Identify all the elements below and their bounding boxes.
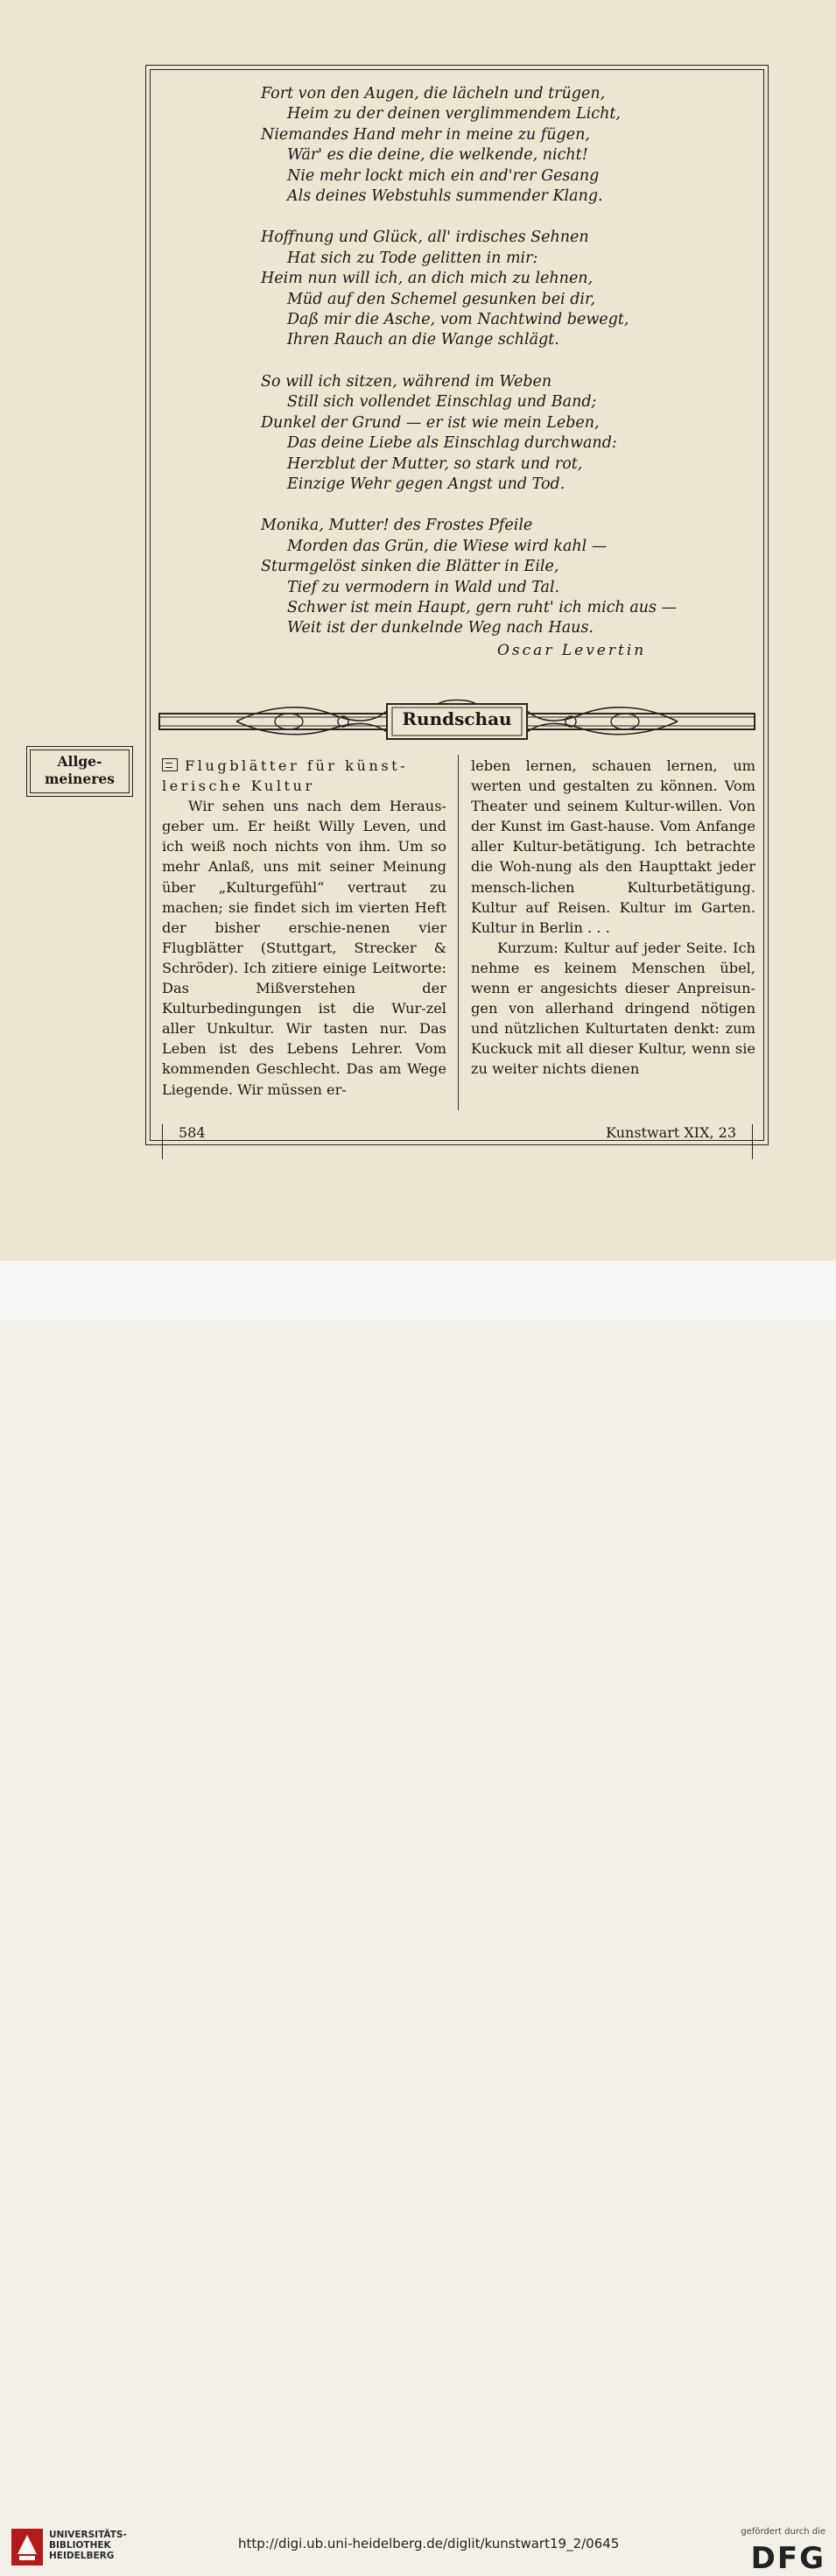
dfg-logo[interactable]: DFG — [750, 2541, 825, 2576]
poem-line: Still sich vollendet Einschlag und Band; — [287, 393, 597, 412]
margin-label-line: Allge- — [57, 753, 102, 770]
scanned-page — [0, 0, 836, 1261]
university-seal-icon[interactable] — [11, 2528, 44, 2566]
poem-line: Tief zu vermodern in Wald und Tal. — [287, 578, 560, 596]
poem-stanza-3 — [261, 372, 672, 495]
poem-line: Herzblut der Mutter, so stark und rot, — [287, 454, 583, 473]
funding-caption: gefördert durch die — [741, 2527, 825, 2537]
poem-line: Müd auf den Schemel gesunken bei dir, — [287, 290, 596, 308]
book-icon — [162, 758, 178, 771]
article-heading-part: lerische Kultur — [162, 778, 315, 795]
poem-line: Nie mehr lockt mich ein and'rer Gesang — [287, 166, 600, 185]
poem-stanza-1 — [261, 84, 672, 207]
poem-line: Niemandes Hand mehr in meine zu fügen, — [261, 125, 590, 144]
poem-line: Ihren Rauch an die Wange schlägt. — [287, 331, 559, 349]
article-heading — [162, 756, 446, 796]
column-divider — [458, 755, 459, 1110]
permalink-url[interactable]: http://digi.ub.uni-heidelberg.de/diglit/kunstwart19_2/0645 — [238, 2536, 620, 2551]
poem-line: Dunkel der Grund — er ist wie mein Leben, — [261, 413, 600, 432]
page-number: 584 — [179, 1124, 206, 1141]
poem-line: Das deine Liebe als Einschlag durchwand: — [287, 434, 617, 453]
poem-line: Schwer ist mein Haupt, gern ruht' ich mich aus — — [287, 598, 678, 616]
poem-line: So will ich sitzen, während im Weben — [261, 372, 552, 391]
page-footer — [162, 1124, 753, 1159]
poem-line: Morden das Grün, die Wiese wird kahl — — [287, 537, 608, 555]
article-column-right — [471, 756, 755, 1080]
institution-line: UNIVERSITÄTS- — [49, 2530, 127, 2540]
poem-line: Hat sich zu Tode gelitten in mir: — [287, 249, 538, 267]
institution-line: HEIDELBERG — [49, 2551, 115, 2561]
margin-label-line: meineres — [44, 771, 116, 787]
poem-line: Hoffnung und Glück, all' irdisches Sehnen — [261, 229, 589, 247]
poem-line: Wär' es die deine, die welkende, nicht! — [287, 146, 588, 165]
article-paragraph: Kurzum: Kultur auf jeder Seite. Ich nehme es keinem Menschen übel, wenn er angesichts dieser Anpreisun-gen von allerhand dringend nötigen und nützlichen Kulturtaten denkt: zum Kuckuck mit all dieser Kultur, wenn sie zu weiter nichts dienen — [471, 939, 755, 1078]
poem-stanza-2 — [261, 228, 672, 350]
poem-line: Einzige Wehr gegen Angst und Tod. — [287, 475, 566, 493]
viewer-footer-bar — [0, 1261, 836, 2576]
poem-stanza-4 — [261, 516, 678, 638]
poem-line: Monika, Mutter! des Frostes Pfeile — [261, 517, 533, 535]
poem-line: Daß mir die Asche, vom Nachtwind bewegt, — [287, 311, 629, 329]
poem-line: Als deines Webstuhls summender Klang. — [287, 187, 603, 206]
article-paragraph: Wir sehen uns nach dem Heraus-geber um. Er heißt Willy Leven, und ich weiß noch nichts von ihm. Um so mehr Anlaß, uns mit seiner Meinung über „Kulturgefühl“ vertraut zu machen; sie findet sich im vierten Heft der bisher erschie-nenen vier Flugblätter (Stuttgart, Strecker & Schröder). Ich zitiere einige Leitworte: Das Mißverstehen der Kulturbedingungen ist die Wur-zel aller Unkultur. Wir tasten nur. Das Leben ist des Lebens Lehrer. Vom kommenden Geschlecht. Das am Wege Liegende. Wir müssen er- — [162, 798, 446, 1098]
poem-line: Weit ist der dunkelnde Weg nach Haus. — [287, 619, 594, 637]
poem-line: Sturmgelöst sinken die Blätter in Eile, — [261, 558, 559, 576]
article-heading-part: Flugblätter für künst- — [185, 757, 409, 774]
section-banner — [158, 699, 756, 741]
margin-label — [30, 750, 130, 793]
poem-line: Heim nun will ich, an dich mich zu lehnen, — [261, 270, 594, 288]
issue-label: Kunstwart XIX, 23 — [606, 1124, 736, 1141]
institution-name[interactable] — [49, 2530, 127, 2561]
poem-line: Heim zu der deinen verglimmendem Licht, — [287, 105, 621, 123]
institution-line: BIBLIOTHEK — [49, 2540, 111, 2551]
poem-author: Oscar Levertin — [497, 642, 647, 659]
article-column-left — [162, 756, 446, 1100]
poem-line: Fort von den Augen, die lächeln und trügen, — [261, 85, 606, 102]
section-title: Rundschau — [402, 708, 512, 729]
margin-label-box — [26, 746, 133, 797]
article-paragraph: leben lernen, schauen lernen, um werten und gestalten zu können. Vom Theater und seinem Kultur-willen. Von der Kunst im Gast-hause. Vom Anfange aller Kultur-betätigung. Ich betrachte die Woh-nung als den Haupttakt jeder mensch-lichen Kulturbetätigung. Kultur auf Reisen. Kultur im Garten. Kultur in Berlin . . . — [471, 757, 755, 936]
poem — [261, 84, 678, 660]
